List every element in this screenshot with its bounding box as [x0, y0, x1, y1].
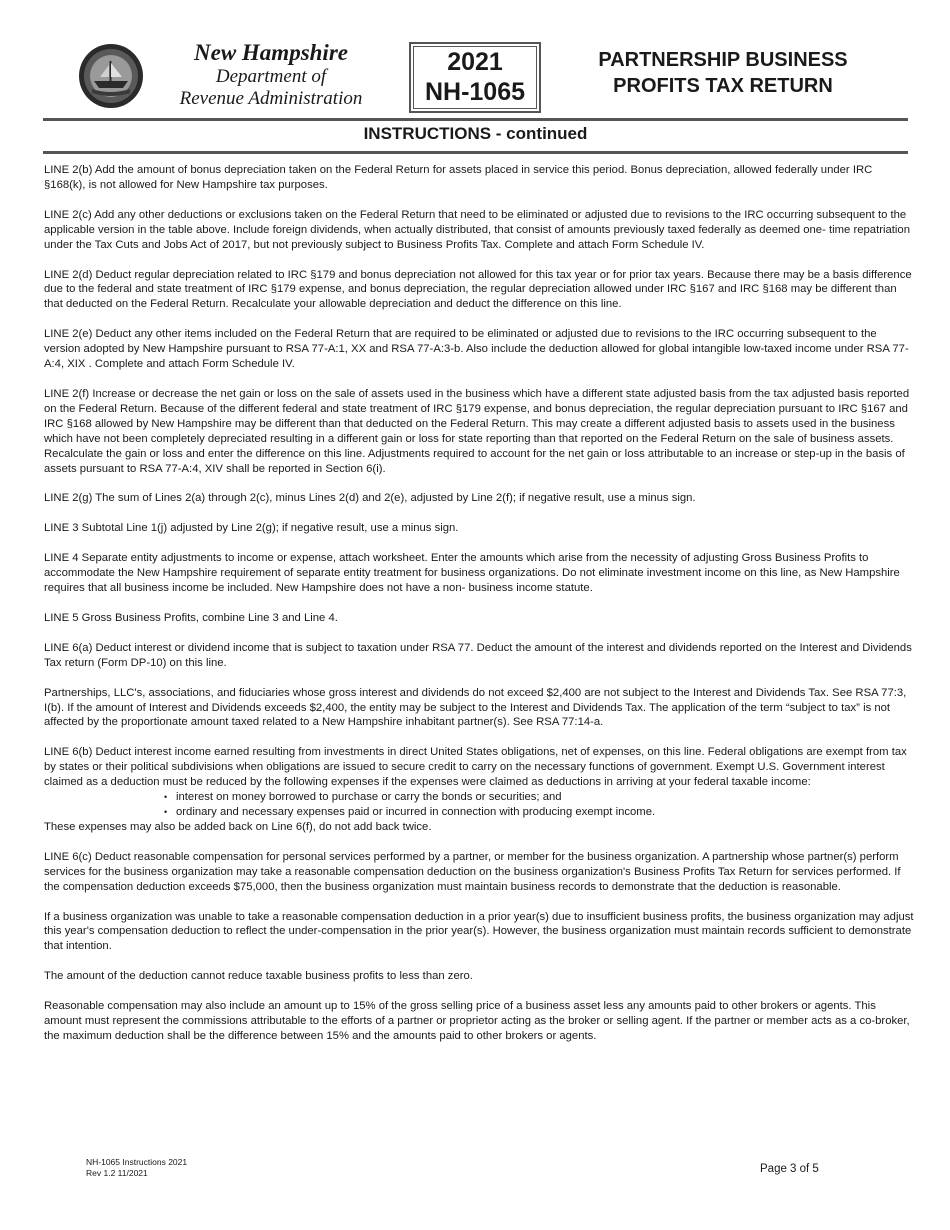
form-title-line-1: PARTNERSHIP BUSINESS: [598, 49, 848, 71]
line-6b-bullet-list: [44, 790, 914, 820]
para-line-6c: LINE 6(c) Deduct reasonable compensation for personal services performed by a partner, or member for the business organization. A partnership whose partner(s) perform services for the business organization may take a reasonable compensation deduction on the business organization's Business Profits Tax Return for services performed. If the compensation deduction exceeds $75,000, then the business organization must maintain business records to demonstrate that the deduction is reasonable.: [44, 850, 901, 893]
agency-line-2: Revenue Administration: [179, 88, 363, 109]
page-number: Page 3 of 5: [760, 1163, 819, 1175]
header-rule-top: [43, 118, 908, 121]
para-line-2b: LINE 2(b) Add the amount of bonus depreciation taken on the Federal Return for assets placed in service this period. Bonus depreciation, allowed federally under IRC §168(k), is not allowed for New Hampshire tax purposes.: [44, 164, 873, 191]
para-broker-compensation: Reasonable compensation may also include an amount up to 15% of the gross selling price of a business asset less any amounts paid to other brokers or agents. This amount must represent the commissions attributable to the efforts of a partner or proprietor acting as the broker or selling agent. If the partner or member acts as a co-broker, the maximum deduction shall be the difference between 15% and the amounts paid to other brokers or agents.: [44, 1000, 910, 1042]
list-item: • interest on money borrowed to purchase or carry the bonds or securities; and: [164, 790, 914, 805]
para-interest-dividends-note: Partnerships, LLC's, associations, and fiduciaries whose gross interest and dividends do not exceed $2,400 are not subject to the Interest and Dividends Tax. See RSA 77:3, I(b). If the amount of Interest and Dividends exceeds $2,400, the entity may be subject to the Interest and Dividends Tax. The application of the term “subject to tax” is not affected by the proportionate amount taxed related to a New Hampshire inhabitant partner(s). See RSA 77:14-a.: [44, 686, 907, 729]
agency-name: New Hampshire: [194, 40, 348, 65]
para-line-2c: LINE 2(c) Add any other deductions or exclusions taken on the Federal Return that need to be eliminated or adjusted due to revisions to the IRC occurring subsequent to the applicable version in the table above. Include foreign dividends, when actually distributed, that consist of amounts previously taxed federally as deemed one- time repatriation under the Tax Cuts and Jobs Act of 2017, but not previously subject to Business Profits Tax. Complete and attach Form Schedule IV.: [44, 208, 910, 251]
para-line-2e: LINE 2(e) Deduct any other items included on the Federal Return that are required to be eliminated or adjusted due to revisions to the IRC occurring subsequent to the version adopted by New Hampshire pursuant to RSA 77-A:1, XX and RSA 77-A:3-b. Also include the deduction allowed for global intangible low-taxed income under RSA 77-A:4, XIX . Complete and attach Form Schedule IV.: [44, 328, 909, 371]
para-line-5: LINE 5 Gross Business Profits, combine Line 3 and Line 4.: [44, 611, 338, 624]
para-undercompensation: If a business organization was unable to take a reasonable compensation deduction in a prior year(s) due to insufficient business profits, the business organization may adjust this year's compensation deduction to reflect the under-compensation in the prior year(s). However, the business organization must maintain records sufficient to demonstrate that intention.: [44, 910, 914, 953]
instructions-body: [44, 163, 914, 1059]
section-line-6b: [44, 745, 914, 834]
form-title-line-2: PROFITS TAX RETURN: [613, 75, 833, 97]
para-line-2d: LINE 2(d) Deduct regular depreciation related to IRC §179 and bonus depreciation not allowed for this tax year or for prior tax years. Because there may be a basis difference due to the federal and state treatment of IRC §179 expense, and bonus depreciation, the regular depreciation allowed under IRC §167 and IRC §168 may be different than that deducted on the Federal Return. Recalculate your allowable depreciation and deduct the difference on this line.: [44, 268, 912, 311]
tax-year: 2021: [447, 48, 503, 76]
page-header: [0, 0, 950, 120]
para-line-6b-intro: LINE 6(b) Deduct interest income earned resulting from investments in direct United States obligations, net of expenses, on this line. Federal obligations are exempt from tax by states or their political subdivisions when obligations are issued to secure credit to carry on the necessary functions of government. Exempt U.S. Government interest claimed as a deduction must be reduced by the following expenses if the expenses were claimed as deductions in arriving at your federal taxable income:: [44, 746, 907, 789]
form-id-box: [409, 42, 541, 113]
form-number: NH-1065: [424, 78, 526, 106]
para-line-4: LINE 4 Separate entity adjustments to income or expense, attach worksheet. Enter the amounts which arise from the necessity of adjusting Gross Business Profits to accommodate the New Hampshire requirement of separate entity treatment for business organizations. Do not eliminate investment income on this line, as New Hampshire requires that all business income be included. New Hampshire does not have a non- business income statute.: [44, 552, 900, 595]
footer-doc-name: NH-1065 Instructions 2021: [86, 1157, 188, 1167]
footer-doc-info: [86, 1157, 187, 1179]
para-line-6b-outro: These expenses may also be added back on Line 6(f), do not add back twice.: [44, 820, 432, 833]
agency-line-1: Department of: [215, 66, 327, 87]
header-rule-bottom: [43, 151, 908, 154]
form-title: [560, 47, 886, 99]
para-line-2g: LINE 2(g) The sum of Lines 2(a) through 2(c), minus Lines 2(d) and 2(e), adjusted by Line 2(f); if negative result, use a minus sign.: [44, 492, 696, 505]
section-heading: INSTRUCTIONS - continued: [363, 124, 588, 143]
para-line-6a: LINE 6(a) Deduct interest or dividend income that is subject to taxation under RSA 77. Deduct the amount of the interest and dividends reported on the Interest and Dividends Tax return (Form DP-10) on this line.: [44, 641, 912, 669]
para-line-2f: LINE 2(f) Increase or decrease the net gain or loss on the sale of assets used in the business which have a different state adjusted basis from the tax adjusted basis reported on the Federal Return. Because of the different federal and state treatment of IRC §179 expense, and bonus depreciation, the regular depreciation pursuant to IRC §167 and IRC §168 allowed by New Hampshire may be different than that deducted on the Federal Return. This may create a different adjusted basis to assets used in the business which have not been completely depreciated resulting in a different gain or loss for state reporting than that reported on the Federal Return on the sale of business assets. Recalculate the gain or loss and enter the difference on this line. Adjustments required to account for the net gain or loss attributable to an increase or step-up in the basis of assets pursuant to RSA 77-A:4, XIV shall be reported in Section 6(i).: [44, 387, 910, 475]
agency-block: [160, 40, 382, 110]
footer-revision: Rev 1.2 11/2021: [86, 1168, 148, 1178]
para-deduction-limit: The amount of the deduction cannot reduce taxable business profits to less than zero.: [44, 970, 473, 983]
state-seal-icon: [78, 43, 144, 109]
para-line-3: LINE 3 Subtotal Line 1(j) adjusted by Line 2(g); if negative result, use a minus sign.: [44, 522, 459, 535]
list-item: • ordinary and necessary expenses paid or incurred in connection with producing exempt income.: [164, 805, 914, 820]
